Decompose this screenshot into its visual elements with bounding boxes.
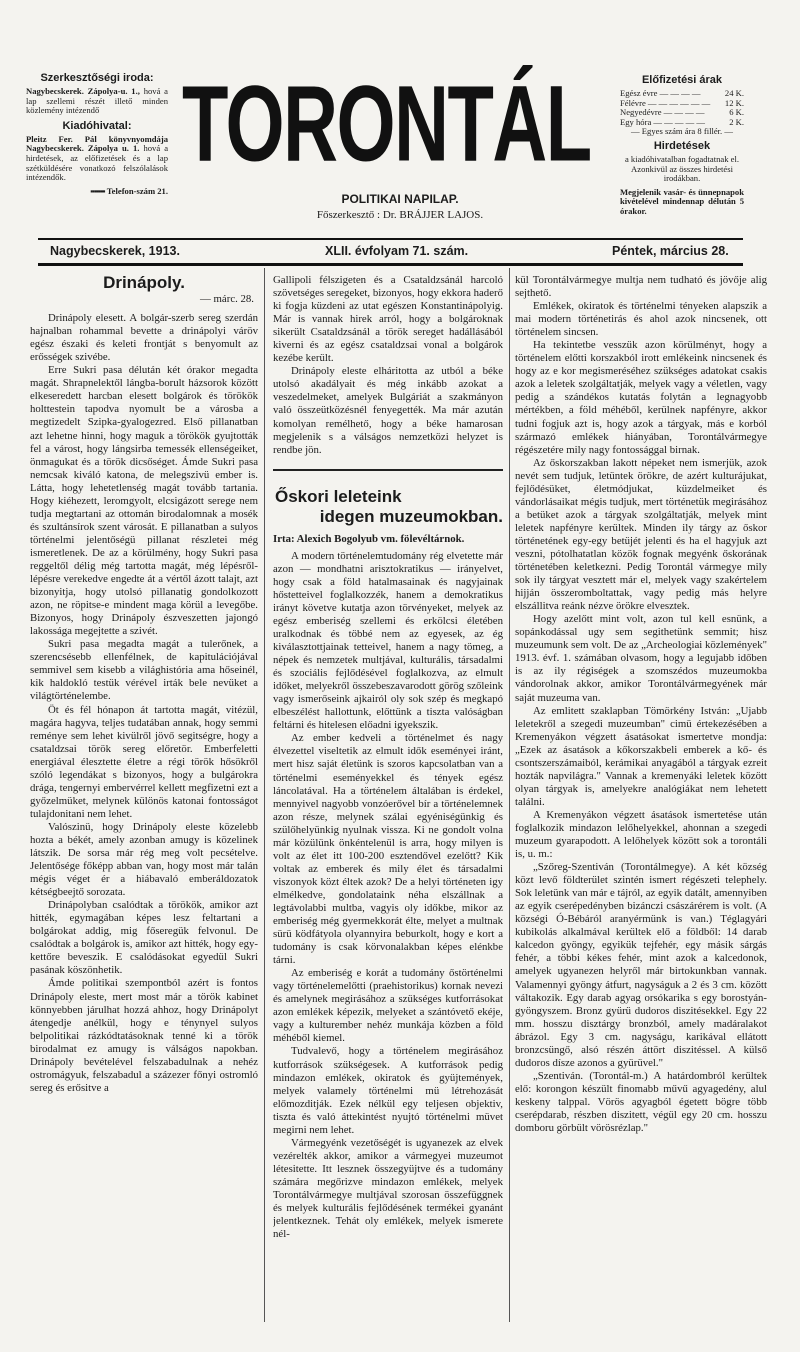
price-value: 12 K.	[724, 97, 744, 108]
paragraph: Drinápoly eleste elháritotta az utból a béke utolsó akadályait és még inkább azokat a veszedelmeket, amelyek Bulgáriát a szakmányon való összeütközésnél fenyegették. Ma már azután komolyan remélhető, hogy a béke hamarosan megjelenik s a válságos nemzetközi helyzet is rendbe jön.	[273, 365, 503, 456]
masthead-subtitle: POLITIKAI NAPILAP.	[341, 192, 459, 206]
paragraph: Vármegyénk vezetőségét is ugyanezek az elvek vezérelték akkor, amikor a vármegyei muzeumot létesitette. Itt lesznek összegyüjtve és a tudomány számára megőrizve mindazon emlékek, melyek Torontálvármegye multjával szorosan összefüggnek és melyek kulturális fejlődésének termékei gyanánt jelentkeznek. Tehát oly emlékek, melyek ismerete nél-	[273, 1136, 503, 1241]
paragraph: Sukri pasa megadta magát a tulerőnek, a szerencsésebb ellenfélnek, de kapitulációjával semmivel sem kisebb a világhistória ama hőseinél, kik haldokló testük vérével irták bele nevüket a világtörténelembe.	[30, 638, 258, 703]
article-date: — márc. 28.	[200, 293, 254, 306]
paragraph: Az emberiség e korát a tudomány őstörténelmi vagy történelemelőtti (praehistorikus) kornak nevezi és amelynek megirásához a szükséges kutforrásokat azon emlékek képezik, melyeket a szántóvető ekéje, vagy a kulturember nehéz munkája közben a föld méhéből kiemel.	[273, 967, 503, 1045]
editorial-note: hová a lap szellemi részét illető minden közlemény intézendő	[26, 86, 168, 116]
article-title-line1: Őskori leleteink	[275, 486, 402, 506]
paragraph: Emlékek, okiratok és történelmi tényeken alapszik a mai modern történetirás és ahol azok nincsenek, ott történelem sincsen.	[515, 300, 767, 339]
editorial-office-info	[26, 87, 168, 116]
article-title-line2: idegen muzeumokban.	[319, 506, 503, 526]
column-2	[273, 274, 503, 1320]
paragraph: Gallipoli félszigeten és a Csataldzsánál harcoló szövetséges seregeket, bizonyos, hogy ekkora haderő ki fogja küzdeni az utat egészen Konstantinápolyig. Már is vannak hirek arról, hogy a bolgároknak sikerült Csataldzsánál a török sereget hadállásából kiverni és az egész csataldzsai vonal a bolgárok kezébe került.	[273, 274, 503, 365]
article-drinapoly	[30, 274, 258, 1320]
paragraph: Az ember kedveli a történelmet és nagy élvezettel viseltetik az elmult idők eseményei iránt, mert hisz saját életünk is szoros kapcsolatban van a történelmi eseményekkel és tények egész láncolatával. Ha a történelem általában is érdekel, mennyivel nagyobb vonzóerővel bír a történelemnek azon része, melynek szálai egyéniségünkig és szülőhelyünkig nyulnak vissza. Ki ne gondolt volna már közülünk önkéntelenül is arra, hogy milyen is volt az élet itt 100-200 esztendővel ezelőtt? Kik voltak az emberek és mily élet és társadalmi viszonyok közt éltek azok? De a helyi történeten igy elmélkedve, gondolataink néha elszállnak a legtávolabbi multba, vagyis oly időkbe, mikor az emberiség még gyermekkorát élte, melyet a multnak sürü ködfátyola olyannyira beburkolt, hogy e kort a tudomány is csak körvonalakban képes elénkbe tárni.	[273, 732, 503, 967]
price-label: Félévre — — — — — —	[620, 97, 711, 108]
paragraph: A Kremenyákon végzett ásatások ismertetése után foglalkozik mindazon lelőhelyekkel, ahonnan a szegedi muzeum gyarapodott. A lelőhelyek között sok a torontáli is, u. m.:	[515, 808, 767, 861]
editorial-office-heading: Szerkesztőségi iroda:	[40, 72, 154, 84]
ads-heading: Hirdetések	[653, 139, 711, 152]
article-byline: Irta: Alexich Bogolyub vm. fölevéltárnok.	[273, 532, 465, 545]
publisher-address: Nagybecskerek. Zápolya u. 1.	[26, 143, 140, 154]
dateline-place-year: Nagybecskerek, 1913.	[50, 244, 180, 258]
masthead-title	[182, 63, 606, 185]
paragraph: Az őskorszakban lakott népeket nem ismerjük, azok nevét sem tudjuk, letüntek örökre, de azért kulturájukat, fejlődésüket, életmódjukat, küzdelmeiket és vándorlásaikat mégis tudjuk, mert történetük megirásához a betüket azok a tárgyak szolgáltatják, melyek mint leletek napfényre kerültek. Minden ily tárgy az őskor történetének egy-egy betüjét jelenti és ha el hagyjuk azt veszni, pótolhatatlan közök fognak megyénk őskorának történetében keletkezni. Pedig Torontál vármegye mily sok ily tárgyat vesztett már el, melyek vagy szakértelem hijján összeromboltattak, vagy pedig más helyre elszállitva reánk nézve örökre elvesztek.	[515, 456, 767, 613]
paragraph: Ámde politikai szempontból azért is fontos Drinápoly eleste, mert most már a török kabinet könnyebben járulhat hozzá ahhoz, hogy Drinápolyt átengedje anélkül, hogy e ténynyel sulyos belpolitikai rázkódtatásoknak tenné ki a török birodalmat ez amugy is válságos napokban. Drinápoly bevételével felszabadulnak a nehéz ostromágyuk, felszabadul a százezer főnyi ostromló sereg és erősitve a	[30, 977, 258, 1094]
phone-line	[26, 187, 168, 197]
dateline-date: Péntek, március 28.	[612, 244, 729, 258]
paragraph: Drinápolyban csalódtak a törökök, amikor azt hitték, egymagában képes lesz feltartani a bolgárokat addig, mig főseregük felvonul. De csalódtak a bolgárok is, amikor azt hitték, hogy egy-kettőre beveszik. E csalódásokat egyedül Sukri pasának köszönhetik.	[30, 899, 258, 977]
subscription-box	[620, 74, 744, 221]
column-divider	[264, 268, 265, 1322]
phone-number: Telefon-szám 21.	[106, 185, 168, 196]
subscription-heading: Előfizetési árak	[641, 74, 723, 86]
paragraph: Hogy azelőtt mint volt, azon tul kell esnünk, a sopánkodással ugy sem segithetünk semmit; hisz muzeumunk sem volt. De az „Archeologiai közlemények" 1913. évf. 1. számában olvasom, hogy a legujabb időben is az ily régiségek a szomszédos muzeumokba vándorolnak akkor, amikor Torontálvármegyének már saját muzeuma van.	[515, 613, 767, 704]
publisher-name: Pleitz Fer. Pál könyvnyomdája	[26, 133, 168, 144]
publisher-info	[26, 135, 168, 183]
price-label: Negyedévre — — — —	[620, 107, 705, 118]
masthead-title-text: TORONTÁL	[182, 63, 591, 185]
editorial-office-box	[26, 72, 168, 200]
publication-schedule: Megjelenik vasár- és ünnepnapok kivételével mindennap délután 5 órakor.	[620, 186, 744, 216]
article-title: Drinápoly.	[103, 274, 185, 292]
ads-text: a kiadóhivatalban fogadtatnak el. Azonkivül az összes hirdetési irodákban.	[624, 153, 740, 184]
paragraph: „Szentiván. (Torontál-m.) A határdombról kerültek elő: korongon készült finomabb művű agyagedény, alul keskeny talppal. Vörös agyagból égetett bögre több cserépdarab, részben diszitett, végül egy 20 cm. hosszu domboru görbült vörösrézlap."	[515, 1069, 767, 1135]
phone-decoration: ▪▪▪▪▪▪▪	[90, 185, 105, 196]
paragraph: Ha tekintetbe vesszük azon körülményt, hogy a történelem előtti korszakból irott emlékeink nincsenek és hogy az e kor megismeréséhez szükséges adatokat csakis azok a leletek szolgáltatják, melyek vagy a véletlen, vagy pedig a szándékos kutatás folytán a legnagyobb mértékben, a föld méhéből, kerülnek napfényre, akkor tudni fogjuk azt is, hogy azok a tárgyak, más e korból származó emlékek hiányában, Torontálvármegye régészetére mily nagy fontossággal birnak.	[515, 339, 767, 456]
editorial-address: Nagybecskerek. Zápolya-u. 1.,	[26, 86, 140, 96]
paragraph: Tudvalevő, hogy a történelem megirásához kutforrások szükségesek. A kutforrások pedig mindazon emlékek, okiratok és gyüjtemények, melyek valamely történelmi mü létrehozását előmozditják. Ezek nélkül egy teljesen objektiv, tiszta és való áttekintést nyujtó történelmi müvet megirni nem lehet.	[273, 1045, 503, 1136]
price-value: 2 K.	[729, 116, 744, 127]
publisher-note: hová a hirdetések, az előfizetések és a lap szétküldésére vonatkozó felszólalások intézendők.	[26, 143, 169, 183]
paragraph: Drinápoly elesett. A bolgár-szerb sereg szerdán hajnalban rohammal bevette a drinápolyi váröv egész északi és keleti frontját s benyomult az erősségek szivébe.	[30, 312, 258, 364]
paragraph: kül Torontálvármegye multja nem tudható és jövője alig sejthető.	[515, 274, 767, 300]
column-divider	[509, 268, 510, 1322]
paragraph: Erre Sukri pasa délután két órakor megadta magát. Shrapnelektől lángba-borult házsorok között elkeseredett harcban elesett bolgárok és törökök holttestein tapodva nyomult be a városba a megtizedelt Szipka-gyalogezred. Első pillanatban azt lehetne hinni, hogy maguk a törökök gyujtották fel a várost, hogy lángsirba temessék ellenségeiket, önmagukat és a török dicsőséget. Ámde Sukri pasa nemcsak kiváló katona, de melegszivü ember is. Látta, hogy lehetetlenség magát tovább tartania. Hogy kiéhezett, leromgyolt, elcsigázott serege nem tudja megtartani az ottomán birodalomnak a mosék és szultánsírok szent városát. E pillanatban a sulyos történelmi jelentőségü pillanat részletei még ismeretlenek. De az a körülmény, hogy Sukri pasa reggeltől délig még tartotta magát, még lépésről-lépésre verekedve engedte át a vértől ázott talajt, azt bizonyitja, hogy utolsó pillanatig gondolkozott azon, ne röpitse-e mindent maga körül a levegőbe. Bizonyos, hogy Drinápoly észveszetten jajongó lakossága megejtette a szivét.	[30, 364, 258, 638]
paragraph: „Szőreg-Szentiván (Torontálmegye). A két község közt levő földterület szintén ismert régészeti telephely. Sok leletünk van már e tájról, az egyik datált, amennyiben az egyik cserépedényben bizánczi császárérem is volt. (A községi Ó-Bébáról aranyérmünk is van.) Téglagyári kubikolás alkalmával kerültek elő a földből: 14 darab kalcedon gyöngy, egyikük tejfehér, egy másik sárgás fehér, a többi kékes fehér, mint azok a kalcedonok, amelyek ugyanezen helyről már birtokunkban vannak. Valamennyi gyöngy átfurt, nagyságuk a 2 és 3 cm. között váltakozik. Egy darab agyag orsókarika s egy borostyán-gyöngyszem. Bronz gyürü dudoros diszitésekkel. Egy 22 mm. hosszu disztárgy bronzból, amely madáralakot ábrázol. Egy 3 cm. nagyságu, karikával ellátott bronzcsüngő, alsó részén áttört diszitéssel. A külső dudoros dísze azonos a gyürüvel."	[515, 861, 767, 1069]
header-rule-top	[38, 238, 743, 240]
paragraph: A modern történelemtudomány rég elvetette már azon — mondhatni arisztokratikus — irányelvet, hogy csak a föld hatalmasainak és nagyjainak hőstetteivel foglalkozzék, hanem a demokratikus irányt követve kutatja azon törvényeket, melyek az egész emberiség szellemi és erkölcsi életében uralkodnak és többé nem az egyesek, az ég kiválasztottjainak tetteivel, hanem a nagy tömeg, a népek és nemzetek multjával, kulturális, társadalmi és szociális fejlődésével foglalkozva, az elmult időket, melyekről összebeszavarodott görög szőleink vagy ismerőseink ajkairól oly sok szép és megkapó elbeszélést hallottunk, előttünk a tiszta valóságban feltárni és hitelesen előadni igyekszik.	[273, 549, 503, 732]
paragraph: Az emlitett szaklapban Tömörkény István: „Ujabb leletekről a szegedi muzeumban" cimü értekezésében a Kremenyákon végzett ásatásokat ismertetve mondja: „Ezek az ásatások a kőkorszakbeli emberek a kő- és csontszerszámaiból, kerámikai anyagából a tárgyak ezreit hozták napvilágra." Vannak a kremenyáki leletek között olyan tárgyak is, amelyekre analógiákat nem lehetett találni.	[515, 704, 767, 808]
price-value: 24 K.	[724, 88, 744, 98]
price-label: Egy hóra — — — — —	[620, 116, 705, 127]
paragraph: Valószinü, hogy Drinápoly eleste közelebb hozta a békét, amely azonban amugy is közelinek látszik. De sorsa már rég meg volt pecsételve. Jelentősége főképp abban van, hogy most már talán mégis véget ér a hiábavaló emberáldozatok kétségbeejtő sorozata.	[30, 820, 258, 899]
single-copy-price: — Egyes szám ára 8 fillér. —	[631, 126, 733, 137]
price-label: Egész évre — — — —	[620, 88, 701, 98]
article-separator	[273, 469, 503, 471]
price-value: 6 K.	[729, 107, 744, 118]
paragraph: Öt és fél hónapon át tartotta magát, vitézül, magára hagyva, teljes tudatában annak, hogy semmi reménye sem lehet kivülről jövő segitségre, hogy a csataldzsai török sereg előretör. Emberfeletti energiával élesztette életre a régi török hősökről szóló legendákat s bizonyos, hogy a bulgárokra drága, tengernyi embervérrel kellett megfizetni ezt a győzelmüket, melynek különös katonai fontosságot tulajdonitani nem lehet.	[30, 703, 258, 820]
masthead-editor: Főszerkesztő : Dr. BRÁJJER LAJOS.	[316, 209, 484, 221]
header-rule-bottom	[38, 263, 743, 266]
column-3	[515, 274, 767, 1320]
dateline-volume: XLII. évfolyam 71. szám.	[325, 244, 469, 258]
publisher-heading: Kiadóhivatal:	[62, 119, 132, 132]
